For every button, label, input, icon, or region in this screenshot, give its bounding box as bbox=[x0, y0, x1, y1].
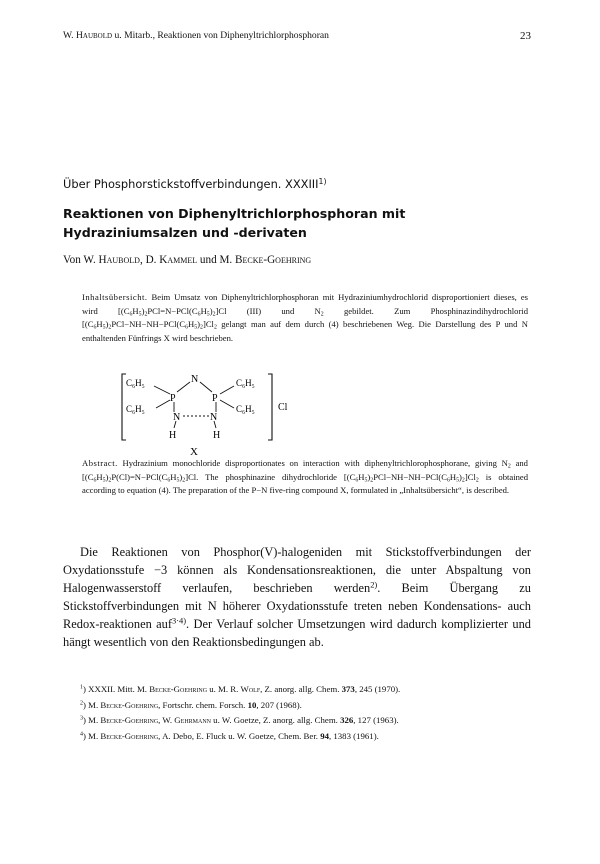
author-becke-goehring: Becke-Goehring bbox=[235, 254, 312, 266]
footnote-author: Becke-Goehring bbox=[100, 715, 159, 725]
summary-text: Beim Umsatz von Diphenyltrichlorphosphoran mit Hydraziniumhydrochlorid disproportioniert dieses, es wird [(C bbox=[82, 292, 528, 316]
footnote-ref: 3·4) bbox=[172, 615, 187, 626]
phenyl-bottom-left: C₆H₅ bbox=[126, 404, 145, 414]
summary-text: PCl−NH−NH−PCl(C bbox=[111, 319, 186, 330]
summary-text: ]Cl (III) und N bbox=[215, 305, 321, 316]
compound-label: X bbox=[190, 446, 198, 458]
summary-text: H bbox=[200, 305, 207, 316]
abstract-text: ]Cl. The phosphinazine dihydrochloride [(C bbox=[185, 471, 356, 482]
author-prefix: Von W. bbox=[63, 254, 99, 266]
summary-text: ]Cl bbox=[202, 319, 214, 330]
footnote-text: , 1383 (1961). bbox=[328, 730, 379, 741]
running-head-title: u. Mitarb., Reaktionen von Diphenyltrichlorphosphoran bbox=[112, 30, 329, 41]
atom-p-right: P bbox=[212, 393, 218, 404]
footnote-volume: 94 bbox=[320, 730, 329, 741]
atom-h-left: H bbox=[169, 430, 177, 441]
author-haubold: Haubold bbox=[98, 254, 140, 266]
page-number: 23 bbox=[520, 30, 531, 42]
abstract-text: H bbox=[449, 471, 457, 482]
abstract-text: ) bbox=[459, 471, 462, 482]
abstract-text: H bbox=[170, 471, 177, 482]
summary-paragraph: Inhaltsübersicht. Beim Umsatz von Diphenyltrichlorphosphoran mit Hydraziniumhydrochlorid disproportioniert dieses, es wird $[(C_6H_5)_2PCl=N-PCl(C_6H_5)_2]Cl$ (III) und $N_2$ gebildet. Zum Phosphinazindihydrochlorid $[(C_6H_5)_2PCl-NH-NH-PCl(C_6H_5)_2]Cl_2$ gelangt man auf dem durch (4) beschriebenen Weg. Die Darstellung des P und N enthaltenden Fünfrings X wird beschrieben. bbox=[82, 292, 528, 343]
bond-ph-top-left bbox=[154, 386, 170, 394]
footnote-ref: 2) bbox=[370, 579, 378, 590]
summary-text: ) bbox=[141, 305, 145, 316]
summary-text: H bbox=[96, 319, 103, 330]
abstract-text: P(Cl)=N−PCl(C bbox=[111, 471, 168, 482]
footnote-text: M. bbox=[85, 730, 101, 741]
atom-n-top: N bbox=[191, 374, 199, 385]
bond-p-n-top-left bbox=[177, 382, 190, 392]
footnote-3: $^3$) M. Becke-Goehring, W. Gehrmann u. W. Goetze, Z. anorg. allg. Chem. 326, 127 (1963). bbox=[80, 715, 399, 725]
summary-text: gelangt man auf dem durch (4) beschriebenen Weg. Die Darstellung des P und N enthaltenden Fünfrings X wird beschrieben. bbox=[82, 319, 528, 343]
bond-ph-bottom-left bbox=[156, 400, 170, 408]
atom-h-right: H bbox=[213, 430, 221, 441]
bond-ph-top-right bbox=[220, 386, 234, 394]
footnote-author: Becke-Goehring bbox=[100, 730, 159, 741]
abstract-text: ) bbox=[179, 471, 183, 482]
summary-text: H bbox=[132, 305, 139, 316]
abstract-text: ]Cl bbox=[464, 471, 476, 482]
footnote-text: , 127 (1963). bbox=[353, 715, 399, 725]
summary-heading: Inhaltsübersicht. bbox=[82, 292, 148, 302]
article-title bbox=[63, 204, 523, 242]
atom-n-right: N bbox=[210, 412, 218, 423]
series-footnote-ref: 1) bbox=[318, 176, 327, 186]
footnote-number: 3 bbox=[80, 715, 83, 722]
author-sep-2: und M. bbox=[197, 254, 236, 266]
abstract-text: PCl−NH−NH−PCl(C bbox=[373, 471, 447, 482]
bond-ph-bottom-right bbox=[220, 400, 234, 408]
bond-n-p-top-right bbox=[200, 382, 212, 392]
right-bracket bbox=[268, 374, 272, 440]
summary-text: ) bbox=[209, 305, 213, 316]
body-text: . Beim Übergang zu Stickstoffverbindungen mit N höherer Oxydationsstufe treten neben Kondensations- auch Redox-reaktionen auf bbox=[63, 581, 531, 631]
phenyl-top-left: C₆H₅ bbox=[126, 378, 145, 388]
footnote-1: $^1$) XXXII. Mitt. M. Becke-Goehring u. M. R. Wolf, Z. anorg. allg. Chem. 373, 245 (1970). bbox=[80, 684, 401, 694]
running-head-author: W. Haubold bbox=[63, 30, 113, 41]
structure-diagram bbox=[118, 368, 308, 468]
abstract-text: H bbox=[358, 471, 365, 482]
abstract-text: Hydrazinium monochloride disproportionates on interaction with diphenyltrichlorophosphorane, giving N bbox=[117, 458, 508, 468]
author-sep-1: , D. bbox=[139, 254, 160, 266]
footnote-number: 1 bbox=[80, 684, 83, 691]
running-header bbox=[63, 30, 531, 41]
footnote-text: , W. bbox=[158, 715, 175, 725]
body-text: . Der Verlauf solcher Umsetzungen wird dadurch komplizierter und hängt wesentlich von den Reaktionsbedingungen ab. bbox=[63, 617, 531, 649]
abstract-text: is obtained according to equation (4). The preparation of the P−N five-ring compound X, formulated in „Inhaltsübersicht“, is described. bbox=[82, 471, 528, 496]
footnote-text: , Fortschr. chem. Forsch. bbox=[158, 699, 248, 710]
footnote-text: u. M. R. bbox=[207, 684, 241, 694]
footnotes bbox=[63, 682, 531, 744]
footnote-text: M. bbox=[85, 699, 101, 710]
phenyl-top-right: C₆H₅ bbox=[236, 378, 255, 388]
counter-ion: Cl bbox=[278, 402, 288, 413]
footnote-number: 4 bbox=[80, 731, 83, 738]
footnote-4: $^4$) M. Becke-Goehring, A. Debo, E. Fluck u. W. Goetze, Chem. Ber. 94, 1383 (1961). bbox=[80, 730, 379, 741]
footnote-text: , A. Debo, E. Fluck u. W. bbox=[158, 730, 249, 741]
series-text: Über Phosphorstickstoffverbindungen. XXXIII bbox=[63, 177, 319, 191]
summary-text: PCl=N−PCl(C bbox=[147, 305, 198, 316]
abstract-heading: Abstract. bbox=[82, 458, 118, 468]
footnote-volume: 10 bbox=[247, 699, 257, 710]
footnote-volume: 373 bbox=[341, 684, 355, 694]
author-kammel: Kammel bbox=[159, 254, 198, 266]
summary-text: ) bbox=[197, 319, 201, 330]
footnote-text: u. W. Goetze, Z. anorg. allg. Chem. bbox=[210, 715, 341, 725]
summary-text: gebildet. Zum Phosphinazindihydrochlorid [(C bbox=[82, 305, 528, 330]
author-line bbox=[63, 254, 311, 266]
footnote-text: , Chem. Ber. bbox=[273, 730, 321, 741]
abstract-text: and [(C bbox=[82, 458, 528, 482]
atom-p-left: P bbox=[170, 393, 176, 404]
footnote-2: $^2$) M. Becke-Goehring, Fortschr. chem. Forsch. 10, 207 (1968). bbox=[80, 699, 302, 710]
summary-text: ) bbox=[105, 319, 109, 330]
footnote-author: Becke-Goehring bbox=[149, 684, 208, 694]
abstract-paragraph: Abstract. Hydrazinium monochloride disproportionates on interaction with diphenyltrichlorophosphorane, giving $N_2$ and $[(C_6H_5)_2P(Cl)=N-PCl(C_6H_5)_2]Cl$. The phosphinazine dihydrochloride $[(C_6H_5)_2PCl-NH-NH-PCl(C_6H_5)_2]Cl_2$ is obtained according to equation (4). The preparation of the P−N five-ring compound X, formulated in „Inhaltsübersicht“, is described. bbox=[82, 458, 528, 496]
footnote-text: , Z. anorg. allg. Chem. bbox=[260, 684, 342, 694]
footnote-author: Gehrmann bbox=[174, 715, 211, 725]
footnote-text: , 245 (1970). bbox=[354, 684, 401, 694]
footnote-author: Wolf bbox=[240, 684, 261, 694]
summary-text: H bbox=[188, 319, 195, 330]
abstract-text: ) bbox=[105, 471, 109, 482]
footnote-text: M. bbox=[85, 715, 101, 725]
title-line-2: Hydraziniumsalzen und -derivaten bbox=[63, 225, 307, 240]
phenyl-bottom-right: C₆H₅ bbox=[236, 404, 255, 414]
body-text: Die Reaktionen von Phosphor(V)-halogeniden mit Stickstoffverbindungen der Oxydationsstufe −3 können als Kondensationsreaktionen, die unter Abspaltung von Halogenwasserstoff verlaufen, beschrieben werden bbox=[63, 545, 531, 595]
footnote-text: XXXII. Mitt. M. bbox=[85, 684, 150, 694]
abstract-text: H bbox=[96, 471, 103, 482]
body-paragraph bbox=[63, 543, 531, 651]
abstract-text: ) bbox=[367, 471, 371, 482]
title-line-1: Reaktionen von Diphenyltrichlorphosphoran mit bbox=[63, 206, 406, 221]
series-line bbox=[63, 177, 327, 191]
footnote-number: 2 bbox=[80, 700, 83, 707]
footnote-author: Becke-Goehring bbox=[100, 699, 159, 710]
footnote-volume: 326 bbox=[340, 715, 354, 725]
atom-n-left: N bbox=[173, 412, 181, 423]
footnote-author: Goetze bbox=[248, 730, 274, 741]
footnote-text: , 207 (1968). bbox=[256, 699, 302, 710]
